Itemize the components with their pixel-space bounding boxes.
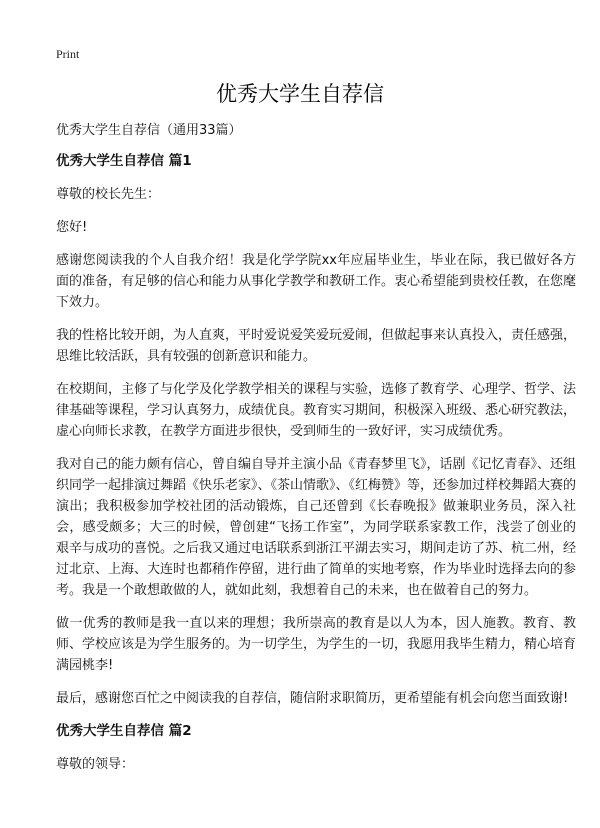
body-paragraph: 我对自己的能力颇有信心，曾自编自导并主演小品《青春梦里飞》，话剧《记忆青春》、还组织同学一起排演过舞蹈《快乐老家》、《茶山情歌》、《红梅赞》等，还参加过样校舞蹈大赛的演出；我积极参加学校社团的活动锻炼，自己还曾到《长春晚报》做兼职业务员，深入社会，感受颇多；大三的时候，曾创建“飞扬工作室”，为同学联系家教工作，浅尝了创业的艰辛与成功的喜悦。之后我又通过电话联系到浙江平湖去实习，期间走访了苏、杭二州，经过北京、上海、大连时也都稍作停留，进行曲了简单的实地考察，作为毕业时选择去向的参考。我是一个敢想敢做的人，就如此刻，我想着自己的未来，也在做着自己的努力。 [56, 457, 577, 598]
section-heading-1: 优秀大学生自荐信 篇1 [56, 153, 192, 169]
page-title: 优秀大学生自荐信 [216, 82, 384, 106]
body-paragraph: 感谢您阅读我的个人自我介绍！我是化学学院xx年应届毕业生，毕业在际，我已做好各方面的准备，有足够的信心和能力从事化学教学和教研工作。衷心希望能到贵校任教，在您麾下效力。 [56, 253, 577, 310]
document-body [56, 120, 576, 787]
salutation: 尊敬的校长先生： [56, 187, 161, 202]
salutation: 尊敬的领导： [56, 757, 135, 772]
body-paragraph: 我的性格比较开朗，为人直爽，平时爱说爱笑爱玩爱闹，但做起事来认真投入，责任感强，思维比较活跃，具有较强的创新意识和能力。 [56, 328, 577, 364]
print-link[interactable]: Print [56, 47, 80, 61]
body-paragraph: 做一优秀的教师是我一直以来的理想；我所崇高的教育是以人为本，因人施教。教育、教师、学校应该是为学生服务的。为一切学生，为学生的一切，我愿用我毕生精力，精心培育满园桃李! [56, 616, 577, 673]
closing-paragraph: 最后，感谢您百忙之中阅读我的自荐信，随信附求职简历，更希望能有机会向您当面致谢! [56, 691, 569, 706]
section-heading-2: 优秀大学生自荐信 篇2 [56, 723, 192, 739]
document-subtitle: 优秀大学生自荐信（通用33篇） [56, 123, 242, 138]
greeting: 您好! [56, 220, 88, 235]
body-paragraph: 在校期间，主修了与化学及化学教学相关的课程与实验，选修了教育学、心理学、哲学、法律基础等课程，学习认真努力，成绩优良。教育实习期间，积极深入班级、悉心研究教法，虚心向师长求教，在教学方面进步很快，受到师生的一致好评，实习成绩优秀。 [56, 382, 577, 439]
